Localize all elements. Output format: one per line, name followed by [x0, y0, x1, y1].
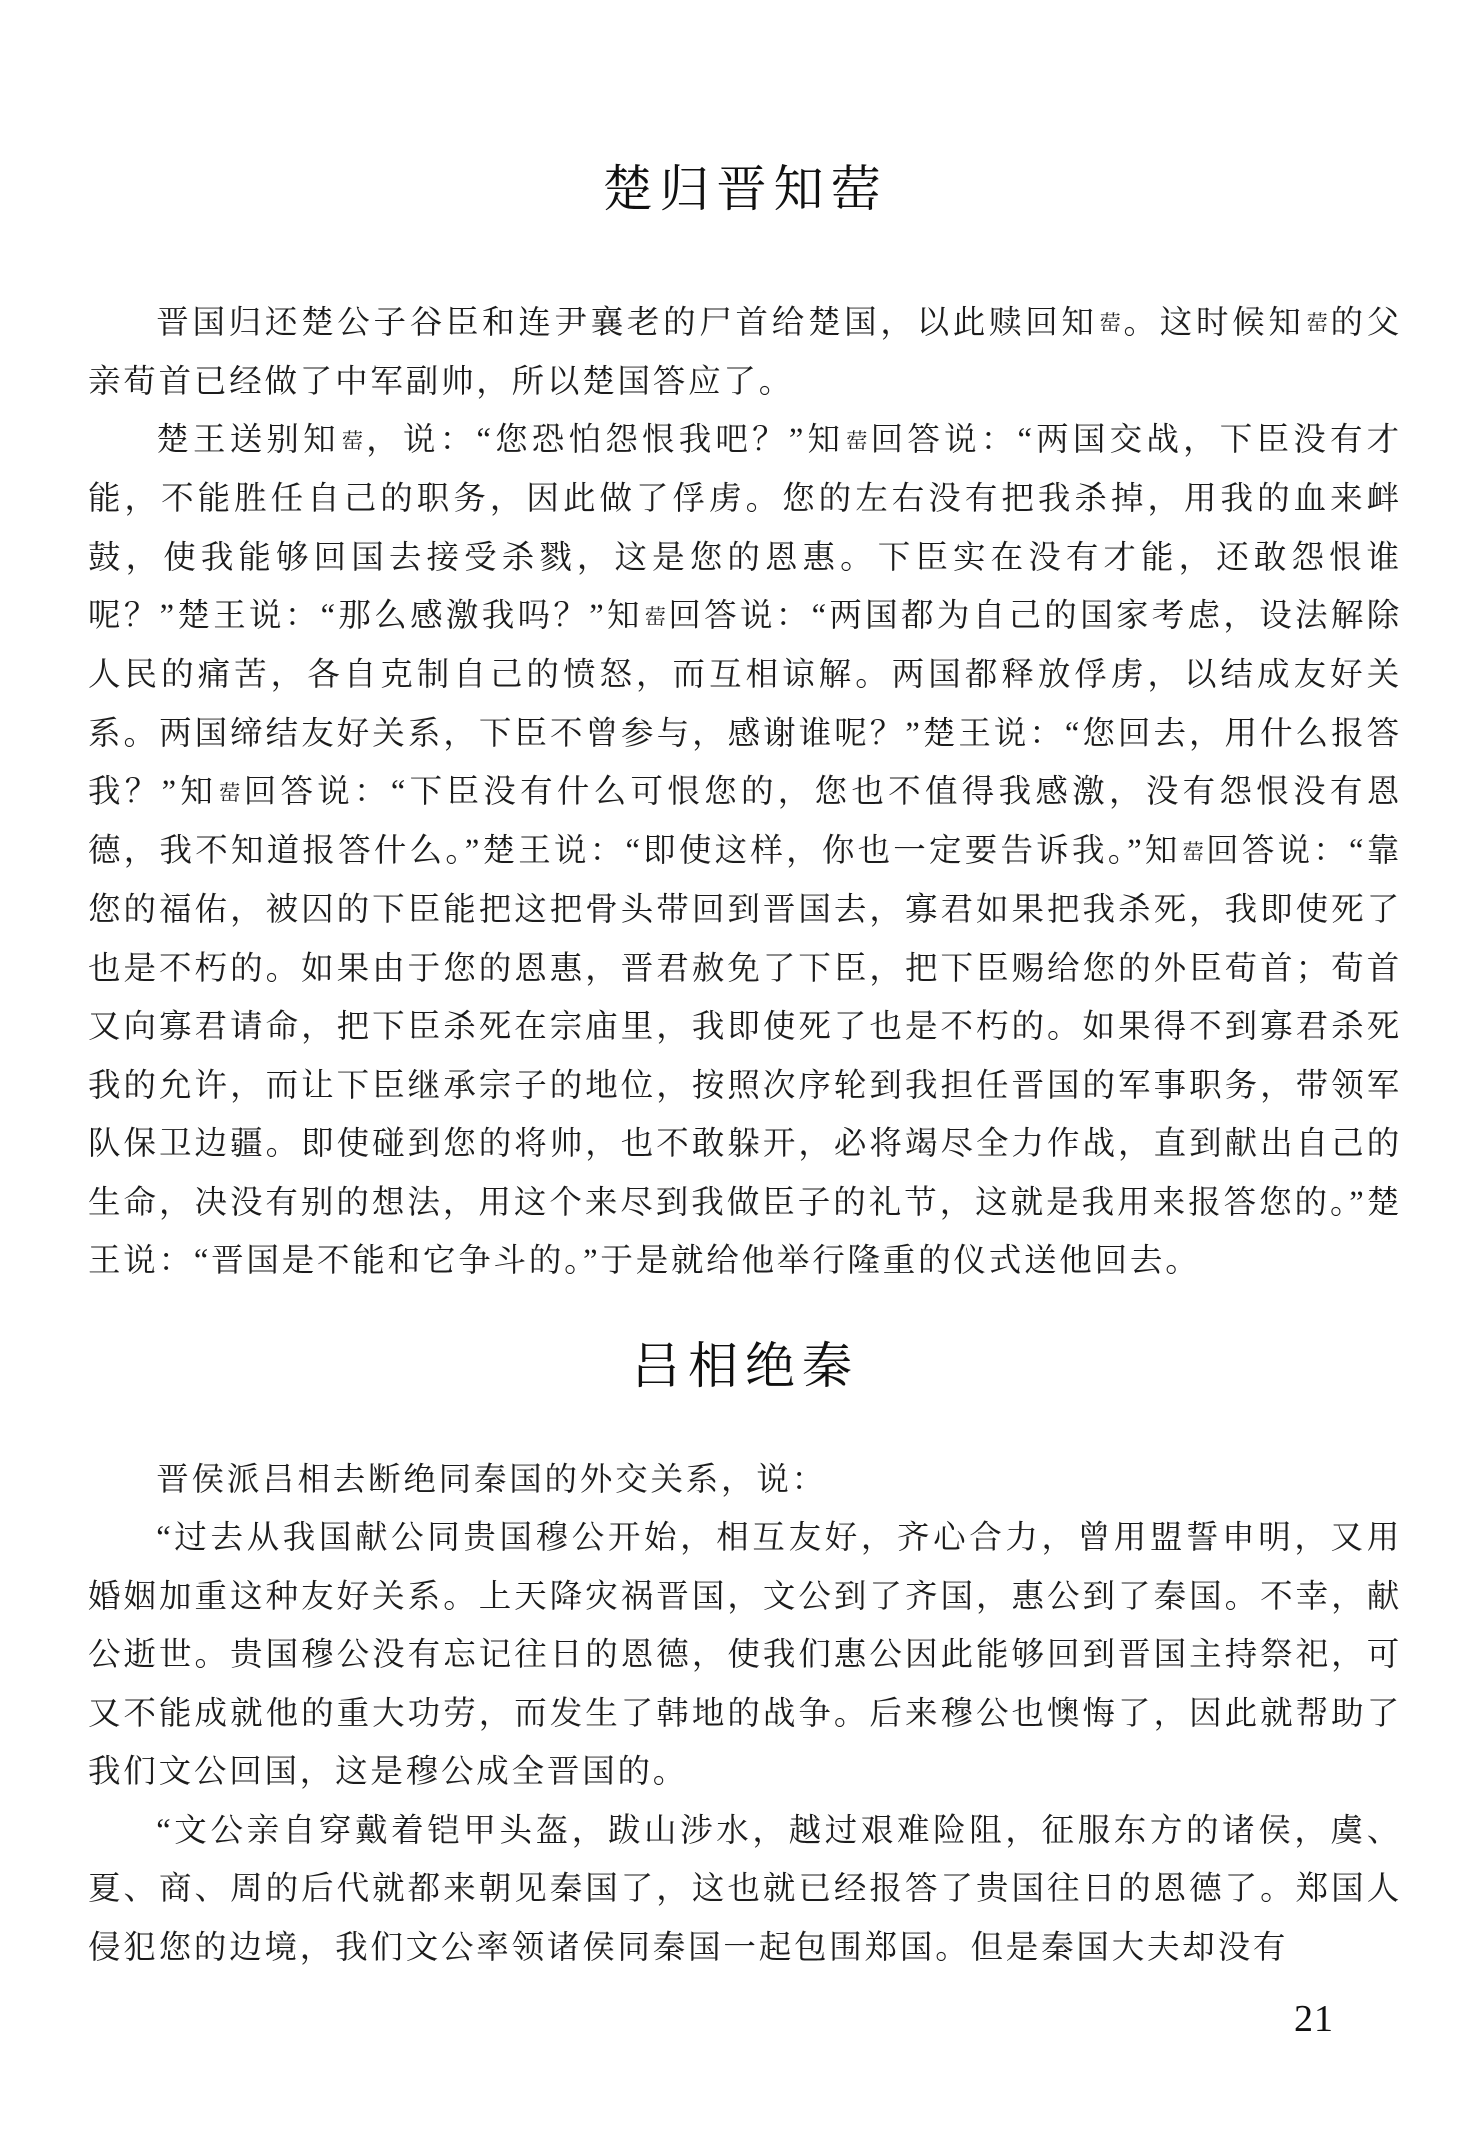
- page-number: 21: [1294, 1998, 1334, 2040]
- rare-character-ying: 䓨: [846, 428, 869, 453]
- rare-character-ying: 䓨: [219, 780, 242, 805]
- section-2-title: 吕相绝秦: [631, 1337, 859, 1394]
- rare-character-ying: 䓨: [644, 604, 667, 629]
- rare-character-ying: 䓨: [341, 428, 365, 453]
- section-2-paragraph-1: 晋侯派吕相去断绝同秦国的外交关系，说：: [156, 1461, 827, 1498]
- rare-character-ying: 䓨: [1182, 839, 1205, 864]
- section-1-paragraph-2: 楚王送别知䓨，说：“您恐怕怨恨我吧？”知䓨回答说：“两国交战，下臣没有才能，不能胜任自己的职务，因此做了俘虏。您的左右没有把我杀掉，用我的血来衅鼓，使我能够回国去接受杀戮，这是您的恩惠。下臣实在没有才能，还敢怨恨谁呢？”楚王说：“那么感激我吗？”知䓨回答说：“两国都为自己的国家考虑，设法解除人民的痛苦，各自克制自己的愤怒，而互相谅解。两国都释放俘虏，以结成友好关系。两国缔结友好关系，下臣不曾参与，感谢谁呢？”楚王说：“您回去，用什么报答我？”知䓨回答说：“下臣没有什么可恨您的，您也不值得我感激，没有怨恨没有恩德，我不知道报答什么。”楚王说：“即使这样，你也一定要告诉我。”知䓨回答说：“靠您的福佑，被囚的下臣能把这把骨头带回到晋国去，寡君如果把我杀死，我即使死了也是不朽的。如果由于您的恩惠，晋君赦免了下臣，把下臣赐给您的外臣荀首；荀首又向寡君请命，把下臣杀死在宗庙里，我即使死了也是不朽的。如果得不到寡君杀死我的允许，而让下臣继承宗子的地位，按照次序轮到我担任晋国的军事职务，带领军队保卫边疆。即使碰到您的将帅，也不敢躲开，必将竭尽全力作战，直到献出自己的生命，决没有别的想法，用这个来尽到我做臣子的礼节，这就是我用来报答您的。”楚王说：“晋国是不能和它争斗的。”于是就给他举行隆重的仪式送他回去。: [88, 422, 1403, 1280]
- section-1-paragraph-1: 晋国归还楚公子谷臣和连尹襄老的尸首给楚国，以此赎回知䓨。这时候知䓨的父亲荀首已经做了中军副帅，所以楚国答应了。: [88, 305, 1402, 400]
- rare-character-ying: 䓨: [1099, 311, 1122, 336]
- section-2-paragraph-2: “过去从我国献公同贵国穆公开始，相互友好，齐心合力，曾用盟誓申明，又用婚姻加重这种友好关系。上天降灾祸晋国，文公到了齐国，惠公到了秦国。不幸，献公逝世。贵国穆公没有忘记往日的恩德，使我们惠公因此能够回到晋国主持祭祀，可又不能成就他的重大功劳，而发生了韩地的战争。后来穆公也懊悔了，因此就帮助了我们文公回国，这是穆公成全晋国的。: [88, 1520, 1402, 1791]
- page-content: [88, 0, 1402, 1977]
- rare-character-ying: 䓨: [1306, 311, 1329, 336]
- section-2-paragraph-3: “文公亲自穿戴着铠甲头盔，跋山涉水，越过艰难险阻，征服东方的诸侯，虞、夏、商、周的后代就都来朝见秦国了，这也就已经报答了贵国往日的恩德了。郑国人侵犯您的边境，我们文公率领诸侯同秦国一起包围郑国。但是秦国大夫却没有: [88, 1812, 1402, 1966]
- section-1-title: 楚归晋知䓨: [602, 161, 888, 217]
